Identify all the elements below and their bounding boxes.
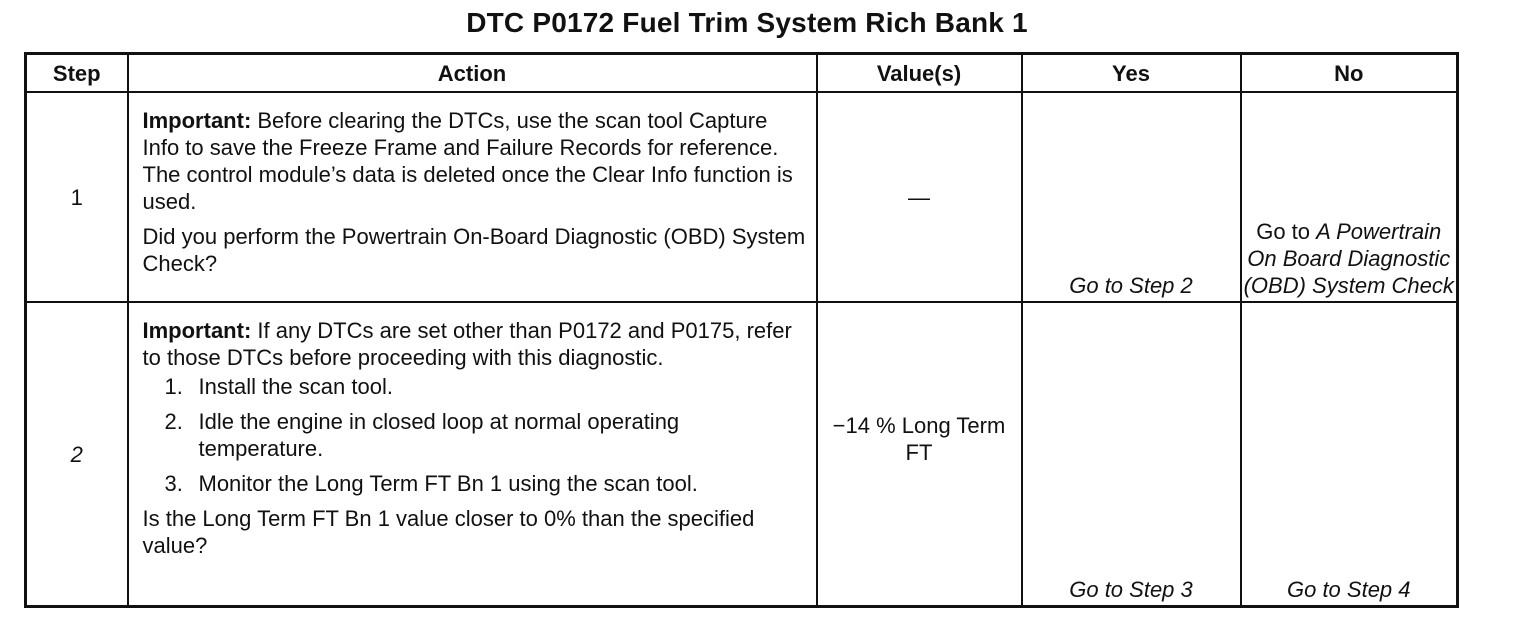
list-item (165, 373, 806, 400)
substep-list (143, 373, 806, 497)
diagnostic-table (24, 52, 1459, 608)
substep-number: 3. (164, 471, 183, 496)
no-link[interactable]: A Powertrain On Board Diagnostic (OBD) System Check (1243, 219, 1454, 298)
page-title: DTC P0172 Fuel Trim System Rich Bank 1 (466, 7, 1028, 38)
important-text: If any DTCs are set other than P0172 and P0175, refer to those DTCs before proceeding with this diagnostic. (142, 318, 792, 370)
value-text: −14 % Long Term FT (832, 413, 1006, 465)
table-row (26, 92, 1458, 302)
important-text: Before clearing the DTCs, use the scan tool Capture Info to save the Freeze Frame and Failure Records for reference. The control module’s data is deleted once the Clear Info function is used. (142, 108, 793, 214)
substep-text: Install the scan tool. (198, 374, 393, 399)
action-cell (128, 92, 817, 302)
header-no: No (1241, 54, 1458, 93)
important-note (143, 317, 806, 371)
yes-link[interactable]: Go to Step 2 (1022, 92, 1241, 302)
important-label: Important: (142, 318, 252, 343)
step-number: 2 (26, 302, 128, 607)
important-note (143, 107, 806, 215)
action-question: Is the Long Term FT Bn 1 value closer to 0% than the specified value? (142, 506, 755, 558)
substep-text: Idle the engine in closed loop at normal operating temperature. (198, 409, 680, 461)
no-prefix: Go to (1256, 219, 1317, 244)
action-cell (128, 302, 817, 607)
substep-text: Monitor the Long Term FT Bn 1 using the scan tool. (198, 471, 698, 496)
value-cell (817, 302, 1022, 607)
table-header-row (26, 54, 1458, 93)
step-number: 1 (26, 92, 128, 302)
substep-number: 1. (164, 374, 183, 399)
list-item (165, 408, 806, 462)
value-cell: — (817, 92, 1022, 302)
no-link[interactable]: Go to Step 4 (1241, 302, 1458, 607)
header-action: Action (128, 54, 817, 93)
substep-number: 2. (164, 409, 183, 434)
header-values: Value(s) (817, 54, 1022, 93)
header-yes: Yes (1022, 54, 1241, 93)
table-row (26, 302, 1458, 607)
header-step: Step (26, 54, 128, 93)
yes-link[interactable]: Go to Step 3 (1022, 302, 1241, 607)
important-label: Important: (142, 108, 252, 133)
action-question: Did you perform the Powertrain On-Board Diagnostic (OBD) System Check? (142, 224, 806, 276)
list-item (165, 470, 806, 497)
no-cell[interactable] (1241, 92, 1458, 302)
